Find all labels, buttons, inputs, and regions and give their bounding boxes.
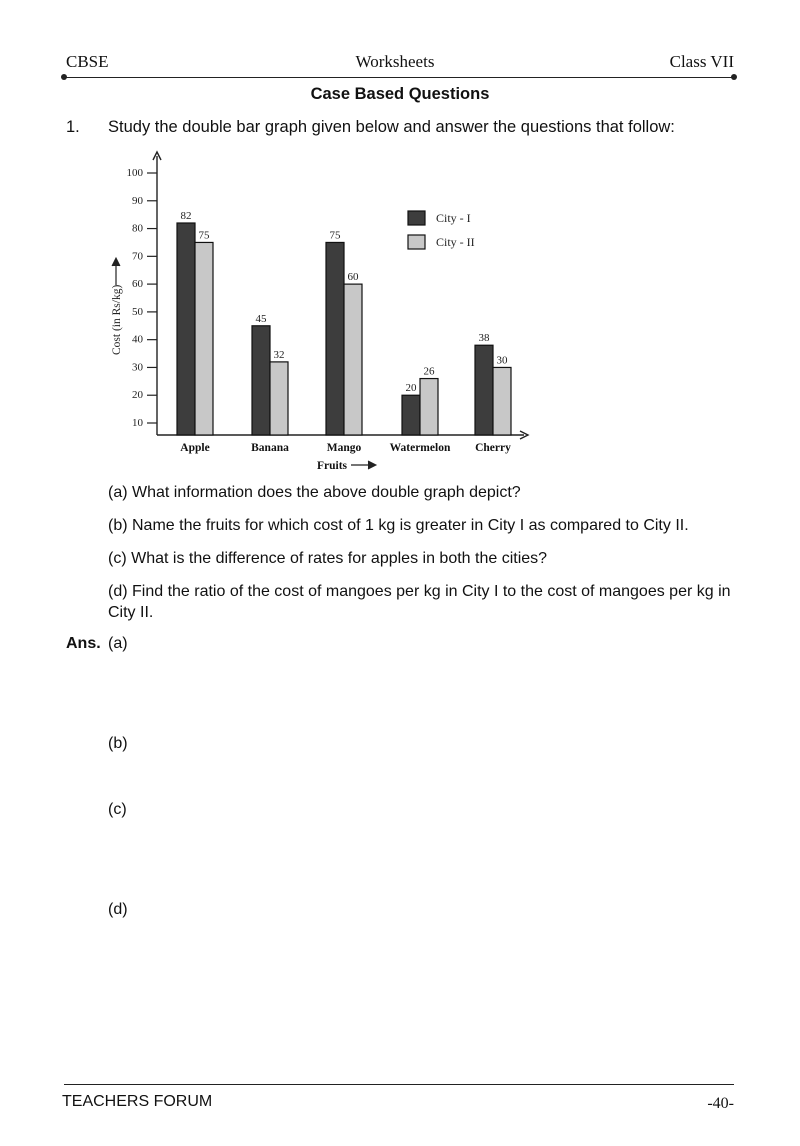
header-title: Worksheets xyxy=(355,52,435,71)
y-tick-label: 70 xyxy=(132,250,143,263)
question-part-c: (c) What is the difference of rates for apples in both the cities? xyxy=(108,550,548,567)
y-tick-label: 20 xyxy=(132,389,143,402)
header-rule-dot-right xyxy=(731,74,737,80)
bar xyxy=(195,242,213,435)
x-label-arrow-head xyxy=(368,461,376,469)
bar-value-label: 45 xyxy=(255,312,267,325)
y-label-arrow-head xyxy=(112,258,120,266)
header-class: Class VII xyxy=(669,52,734,71)
y-tick-label: 60 xyxy=(132,278,143,291)
y-tick-label: 90 xyxy=(132,194,143,207)
answer-label: Ans. xyxy=(66,635,101,652)
section-title: Case Based Questions xyxy=(310,85,490,103)
x-tick-label: Watermelon xyxy=(389,442,451,454)
y-tick-label: 30 xyxy=(132,361,143,374)
question-part-b: (b) Name the fruits for which cost of 1 kg is greater in City I as compared to City II. xyxy=(108,517,689,534)
bar xyxy=(177,223,195,435)
double-bar-chart xyxy=(100,145,540,475)
question-text: Study the double bar graph given below and answer the questions that follow: xyxy=(108,118,675,136)
y-tick-label: 10 xyxy=(132,417,143,429)
x-tick-label: Apple xyxy=(180,442,210,454)
bar xyxy=(493,367,511,435)
bar xyxy=(402,395,420,435)
bar-value-label: 82 xyxy=(180,210,192,222)
bar-value-label: 75 xyxy=(198,229,210,242)
question-part-d: (d) Find the ratio of the cost of mangoes per kg in City I to the cost of mangoes per kg in City II. xyxy=(108,583,731,621)
bar xyxy=(420,379,438,435)
question-number: 1. xyxy=(66,118,80,136)
legend-label: City - I xyxy=(436,211,471,225)
question-part-a: (a) What information does the above double graph depict? xyxy=(108,484,521,501)
bar xyxy=(252,326,270,435)
footer-label: TEACHERS FORUM xyxy=(62,1093,213,1110)
answer-b: (b) xyxy=(108,735,128,752)
y-tick-label: 100 xyxy=(126,167,143,179)
bar-value-label: 75 xyxy=(329,229,341,242)
y-tick-label: 80 xyxy=(132,222,143,235)
bar-value-label: 20 xyxy=(405,382,417,395)
chart-layer xyxy=(111,152,528,472)
header-rule-dot-left xyxy=(61,74,67,80)
legend-swatch xyxy=(408,211,425,225)
bar-value-label: 30 xyxy=(496,354,508,367)
header-rule xyxy=(64,77,734,78)
bar-value-label: 26 xyxy=(423,365,435,378)
bar xyxy=(270,362,288,435)
bar xyxy=(475,345,493,435)
legend-label: City - II xyxy=(436,235,475,249)
bar xyxy=(326,242,344,435)
page-number: -40- xyxy=(707,1095,734,1112)
bar xyxy=(344,284,362,435)
x-tick-label: Mango xyxy=(326,442,362,454)
x-tick-label: Banana xyxy=(251,442,289,454)
footer-rule xyxy=(64,1084,734,1085)
x-tick-label: Cherry xyxy=(475,442,511,454)
y-tick-label: 40 xyxy=(132,333,143,346)
answer-d: (d) xyxy=(108,901,128,918)
y-axis-label: Cost (in Rs/kg) xyxy=(111,284,123,355)
header-left: CBSE xyxy=(66,52,109,71)
answer-a: (a) xyxy=(108,635,128,652)
answer-c: (c) xyxy=(108,801,127,818)
bar-value-label: 38 xyxy=(478,332,490,345)
bar-value-label: 32 xyxy=(273,348,285,361)
bar-value-label: 60 xyxy=(347,271,359,284)
legend-swatch xyxy=(408,235,425,249)
x-axis-label: Fruits xyxy=(316,460,347,472)
y-tick-label: 50 xyxy=(132,305,143,318)
